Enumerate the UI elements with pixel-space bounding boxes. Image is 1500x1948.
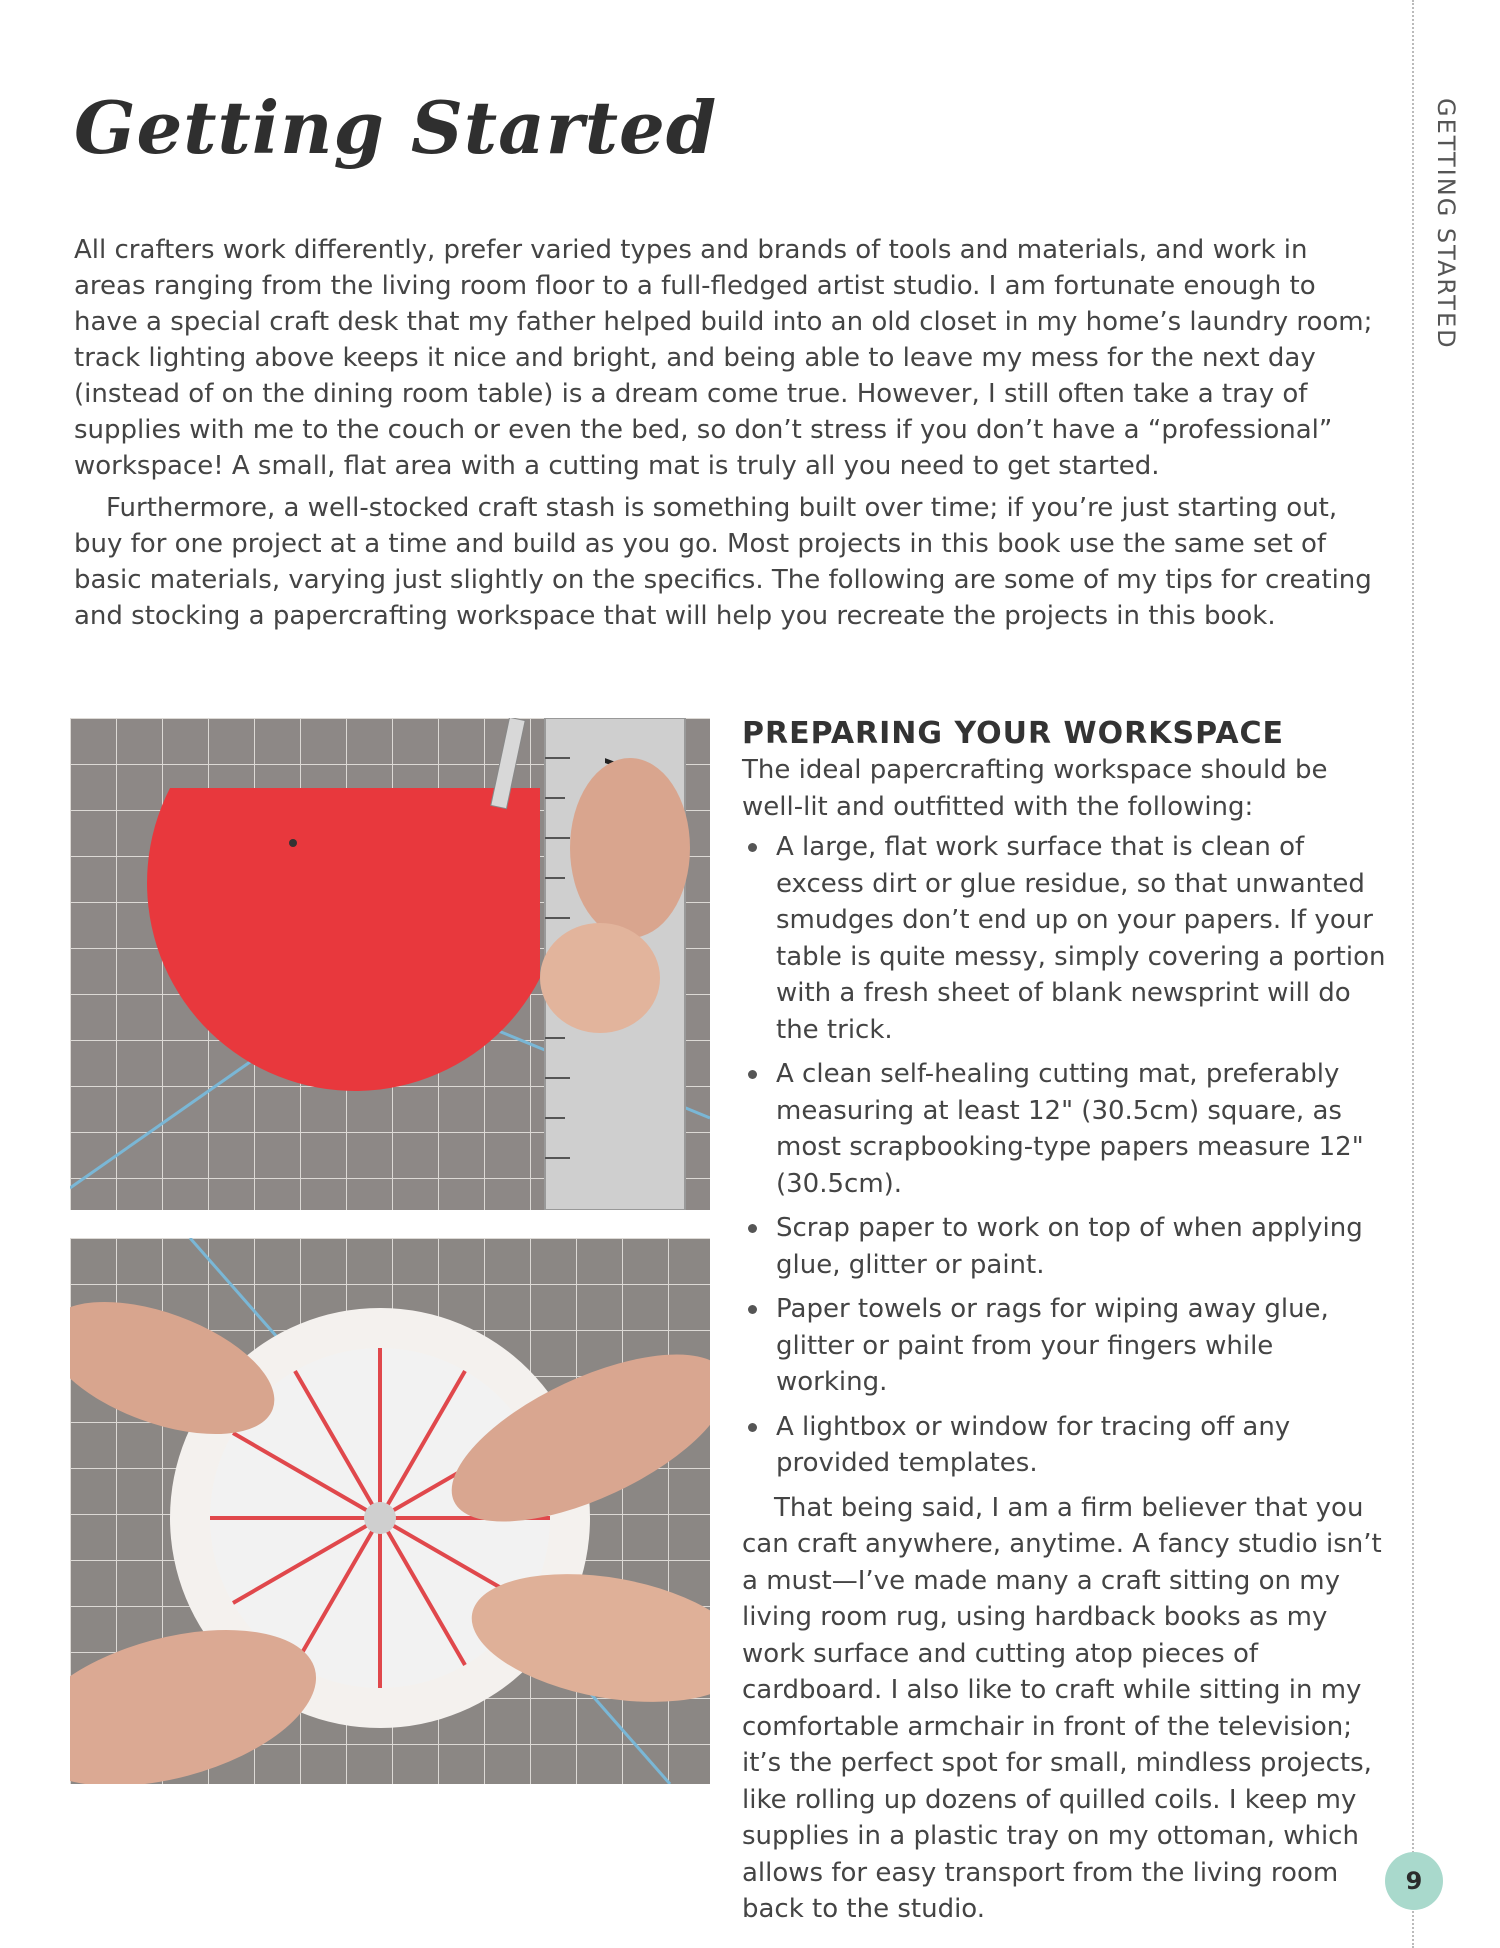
side-running-header: GETTING STARTED — [1432, 98, 1460, 350]
hand-fingers — [540, 923, 660, 1033]
photo-cutting-paper — [70, 718, 710, 1210]
list-item: A lightbox or window for tracing off any provided templates. — [742, 1409, 1386, 1482]
section-lead: The ideal papercrafting workspace should be well-lit and outfitted with the following: — [742, 755, 1328, 822]
page-number: 9 — [1385, 1852, 1443, 1910]
workspace-section — [742, 716, 1386, 1928]
section-heading: PREPARING YOUR WORKSPACE — [742, 716, 1285, 751]
supply-list — [742, 829, 1386, 1482]
list-item: A clean self-healing cutting mat, preferably measuring at least 12" (30.5cm) square, as most scrapbooking-type papers measure 12" (30.5cm). — [742, 1056, 1386, 1202]
list-item: Paper towels or rags for wiping away glue, glitter or paint from your fingers while working. — [742, 1291, 1386, 1401]
rosette-center — [364, 1502, 396, 1534]
intro-paragraph-2: Furthermore, a well-stocked craft stash is something built over time; if you’re just starting out, buy for one project at a time and build as you go. Most projects in this book use the same set of basic materials, varying just slightly on the specifics. The following are some of my tips for creating and stocking a papercrafting workspace that will help you recreate the projects in this book. — [74, 493, 1372, 631]
photo-paper-rosette-illustration — [70, 1238, 710, 1784]
photo-cutting-paper-illustration — [70, 718, 710, 1210]
list-item: Scrap paper to work on top of when applying glue, glitter or paint. — [742, 1210, 1386, 1283]
list-item: A large, flat work surface that is clean of excess dirt or glue residue, so that unwanted smudges don’t end up on your papers. If your table is quite messy, simply covering a portion with a fresh sheet of blank newsprint will do the trick. — [742, 829, 1386, 1048]
section-closing-paragraph: That being said, I am a firm believer that you can craft anywhere, anytime. A fancy studio isn’t a must—I’ve made many a craft sitting on my living room rug, using hardback books as my work surface and cutting atop pieces of cardboard. I also like to craft while sitting in my comfortable armchair in front of the television; it’s the perfect spot for small, mindless projects, like rolling up dozens of quilled coils. I keep my supplies in a plastic tray on my ottoman, which allows for easy transport from the living room back to the studio. — [742, 1492, 1382, 1924]
intro-text — [74, 232, 1382, 640]
hand — [570, 758, 690, 938]
paper-mark — [289, 839, 297, 847]
intro-paragraph-1: All crafters work differently, prefer varied types and brands of tools and materials, and work in areas ranging from the living room floor to a full-fledged artist studio. I am fortunate enough to have a special craft desk that my father helped build into an old closet in my home’s laundry room; track lighting above keeps it nice and bright, and being able to leave my mess for the next day (instead of on the dining room table) is a dream come true. However, I still often take a tray of supplies with me to the couch or even the bed, so don’t stress if you don’t have a “professional” workspace! A small, flat area with a cutting mat is truly all you need to get started. — [74, 235, 1373, 481]
page-title: Getting Started — [74, 85, 718, 170]
photo-paper-rosette — [70, 1238, 710, 1784]
side-tab-divider — [1412, 0, 1416, 1948]
